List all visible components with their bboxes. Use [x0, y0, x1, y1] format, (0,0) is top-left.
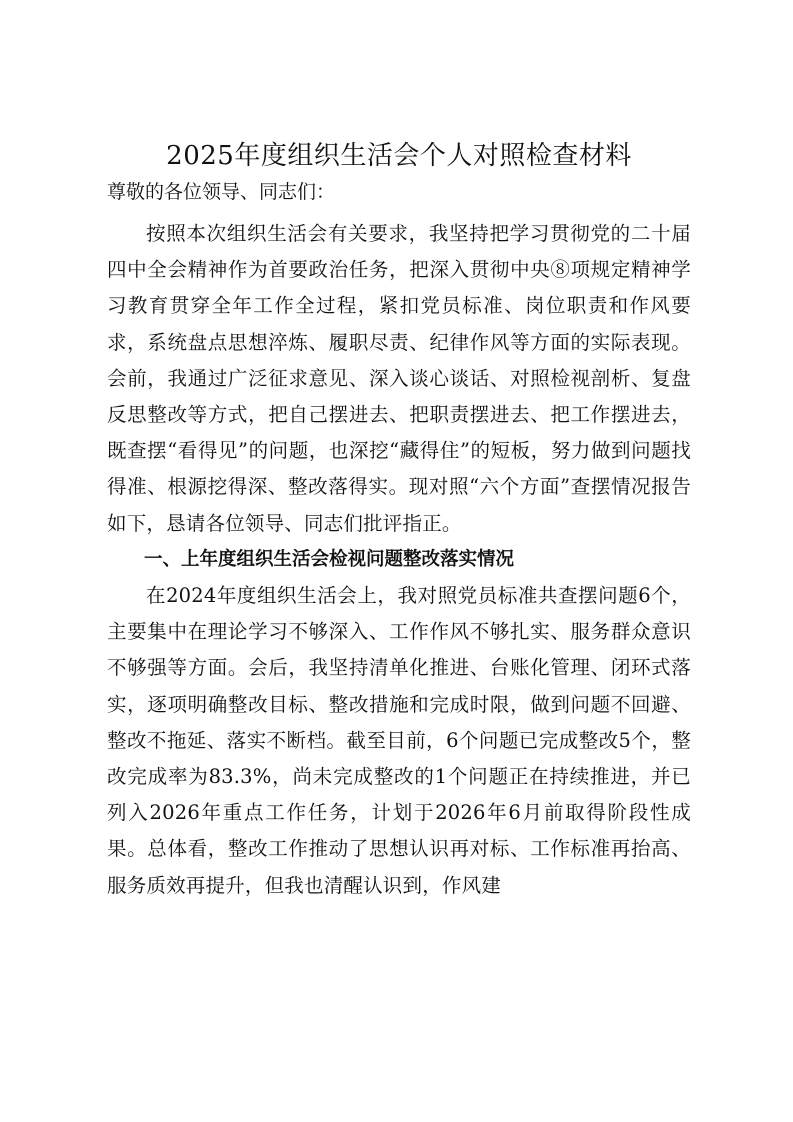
- salutation: 尊敬的各位领导、同志们：: [107, 181, 336, 203]
- intro-paragraph: 按照本次组织生活会有关要求，我坚持把学习贯彻党的二十届四中全会精神作为首要政治任务，把深入贯彻中央⑧项规定精神学习教育贯穿全年工作全过程，紧扣党员标准、岗位职责和作风要求，系统盘点思想淬炼、履职尽责、纪律作风等方面的实际表现。会前，我通过广泛征求意见、深入谈心谈话、对照检视剖析、复盘反思整改等方式，把自己摆进去、把职责摆进去、把工作摆进去，既查摆“看得见”的问题，也深挖“藏得住”的短板，努力做到问题找得准、根源挖得深、整改落得实。现对照“六个方面”查摆情况报告如下，恳请各位领导、同志们批评指正。: [107, 222, 691, 535]
- document-title: 2025年度组织生活会个人对照检查材料: [166, 141, 632, 171]
- section-heading: 一、上年度组织生活会检视问题整改落实情况: [144, 548, 515, 570]
- section-paragraph: 在2024年度组织生活会上，我对照党员标准共查摆问题6个，主要集中在理论学习不够深入、工作作风不够扎实、服务群众意识不够强等方面。会后，我坚持清单化推进、台账化管理、闭环式落实，逐项明确整改目标、整改措施和完成时限，做到问题不回避、整改不拖延、落实不断档。截至目前，6个问题已完成整改5个，整改完成率为83.3%，尚未完成整改的1个问题正在持续推进，并已列入2026年重点工作任务，计划于2026年6月前取得阶段性成果。总体看，整改工作推动了思想认识再对标、工作标准再抬高、服务质效再提升，但我也清醒认识到，作风建: [107, 584, 691, 897]
- document-body: [107, 138, 691, 904]
